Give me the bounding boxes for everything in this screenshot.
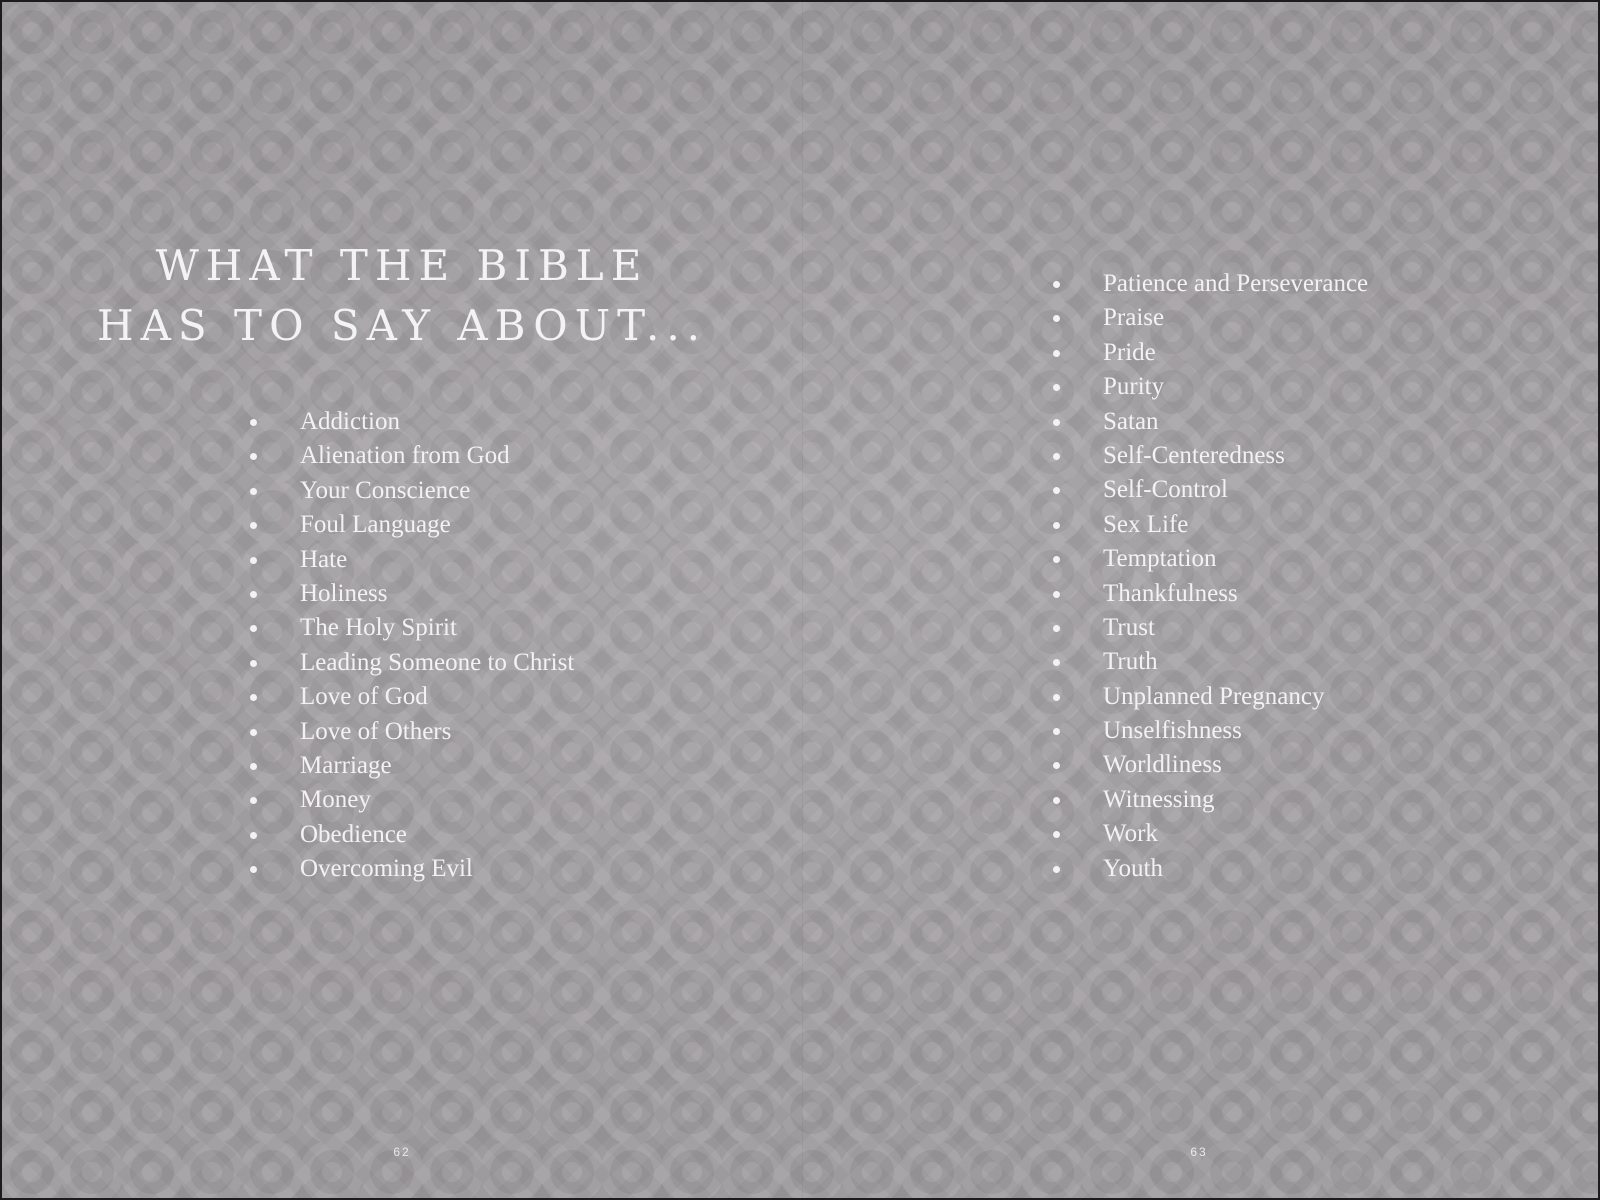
topic-label: Trust [1103, 613, 1155, 641]
list-item [1055, 439, 1368, 473]
bullet-icon [1053, 487, 1060, 494]
topic-label: Hate [300, 545, 348, 573]
page-number-left: 62 [393, 1145, 411, 1159]
list-item [1055, 405, 1368, 439]
bullet-icon [250, 797, 257, 804]
topic-label: Satan [1103, 407, 1159, 435]
list-item [1055, 577, 1368, 611]
list-item [1055, 645, 1368, 679]
list-item [1055, 680, 1368, 714]
bullet-icon [1053, 350, 1060, 357]
topic-label: Money [300, 786, 371, 814]
bullet-icon [1053, 694, 1060, 701]
topic-label: Temptation [1103, 545, 1217, 573]
bullet-icon [1053, 384, 1060, 391]
topic-label: Foul Language [300, 511, 451, 539]
book-spread [2, 2, 1598, 1198]
bullet-icon [1053, 625, 1060, 632]
bullet-icon [1053, 659, 1060, 666]
topic-label: Patience and Perseverance [1103, 270, 1369, 297]
topic-label: Sex Life [1103, 510, 1189, 538]
list-item [252, 818, 574, 852]
topic-label: Love of God [300, 683, 428, 711]
list-item [252, 474, 574, 508]
list-item [1055, 748, 1368, 782]
page-title [2, 236, 802, 356]
bullet-icon [250, 591, 257, 598]
title-line-1: WHAT THE BIBLE [155, 241, 649, 290]
bullet-icon [250, 763, 257, 770]
topic-label: Pride [1103, 338, 1156, 366]
list-item [1055, 714, 1368, 748]
list-item [252, 680, 574, 714]
list-item [1055, 542, 1368, 576]
title-line-2: HAS TO SAY ABOUT... [96, 301, 708, 350]
topic-list-left [252, 405, 574, 886]
topic-label: Alienation from God [300, 442, 510, 470]
topic-label: Holiness [300, 579, 388, 607]
bullet-icon [1053, 591, 1060, 598]
bullet-icon [1053, 866, 1060, 873]
bullet-icon [1053, 556, 1060, 563]
topic-label: Worldliness [1103, 751, 1222, 779]
list-item [1055, 370, 1368, 404]
bullet-icon [250, 522, 257, 529]
list-item [1055, 852, 1368, 886]
topic-label: Purity [1103, 373, 1165, 401]
topic-label: Overcoming Evil [300, 855, 473, 883]
list-item [252, 783, 574, 817]
bullet-icon [250, 729, 257, 736]
bullet-icon [250, 557, 257, 564]
list-item [1055, 508, 1368, 542]
topic-label: Work [1103, 820, 1158, 848]
bullet-icon [1053, 728, 1060, 735]
list-item [252, 577, 574, 611]
topic-label: Leading Someone to Christ [300, 648, 575, 676]
list-item [252, 405, 574, 439]
right-page [802, 2, 1598, 1198]
list-item [1055, 783, 1368, 817]
bullet-icon [1053, 797, 1060, 804]
topic-label: Marriage [300, 751, 392, 779]
topic-label: Self-Control [1103, 476, 1228, 504]
list-item [1055, 336, 1368, 370]
list-item [252, 543, 574, 577]
bullet-icon [1053, 315, 1060, 322]
bullet-icon [250, 866, 257, 873]
list-item [252, 439, 574, 473]
list-item [252, 508, 574, 542]
topic-label: Love of Others [300, 717, 452, 745]
topic-label: The Holy Spirit [300, 614, 457, 642]
bullet-icon [250, 694, 257, 701]
list-item [252, 646, 574, 680]
bullet-icon [1053, 522, 1060, 529]
topic-label: Truth [1103, 648, 1158, 676]
topic-label: Obedience [300, 820, 407, 848]
topic-label: Unplanned Pregnancy [1103, 682, 1325, 710]
topic-label: Youth [1103, 854, 1163, 882]
list-item [1055, 301, 1368, 335]
topic-label: Praise [1103, 304, 1165, 332]
topic-label: Your Conscience [300, 476, 471, 504]
topic-label: Witnessing [1103, 785, 1215, 813]
list-item [252, 611, 574, 645]
bullet-icon [1053, 831, 1060, 838]
list-item [252, 852, 574, 886]
bullet-icon [250, 488, 257, 495]
list-item [252, 715, 574, 749]
topic-label: Thankfulness [1103, 579, 1238, 607]
page-number-right: 63 [1190, 1145, 1208, 1159]
list-item [252, 749, 574, 783]
topic-label: Self-Centeredness [1103, 441, 1285, 469]
bullet-icon [250, 625, 257, 632]
bullet-icon [1053, 419, 1060, 426]
bullet-icon [250, 419, 257, 426]
topic-label: Unselfishness [1103, 717, 1242, 745]
bullet-icon [1053, 281, 1060, 288]
topic-list-right [1055, 267, 1368, 886]
bullet-icon [250, 832, 257, 839]
bullet-icon [1053, 453, 1060, 460]
list-item [1055, 473, 1368, 507]
bullet-icon [1053, 762, 1060, 769]
list-item [1055, 267, 1368, 301]
bullet-icon [250, 453, 257, 460]
list-item [1055, 611, 1368, 645]
list-item [1055, 817, 1368, 851]
left-page [2, 2, 803, 1198]
bullet-icon [250, 660, 257, 667]
topic-label: Addiction [300, 408, 400, 435]
